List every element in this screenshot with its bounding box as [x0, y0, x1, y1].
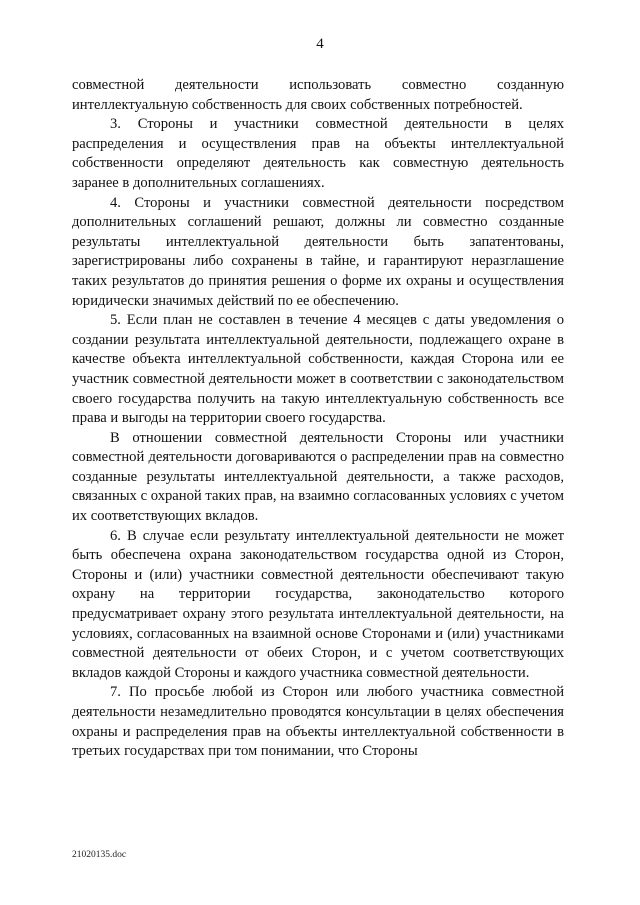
paragraph-3: 3. Стороны и участники совместной деятельности в целях распределения и осуществления прав на объекты интеллектуальной собственности определяют деятельность как совместную деятельность заранее в дополнительных соглашениях. — [72, 116, 564, 191]
paragraph-4: 4. Стороны и участники совместной деятельности посредством дополнительных соглашений решают, должны ли совместно созданные результаты интеллектуальной деятельности быть запатентованы, зарегистрированы либо сохранены в тайне, и гарантируют неразглашение таких результатов до принятия решения о форме их охраны и осуществления юридически значимых действий по ее обеспечению. — [72, 194, 564, 309]
paragraph-5-joint-activity: В отношении совместной деятельности Стороны или участники совместной деятельности договариваются о распределении прав на совместно созданные результаты интеллектуальной деятельности, а также расходов, связанных с охраной таких прав, на взаимно согласованных условиях с учетом их соответствующих вкладов. — [72, 429, 564, 525]
document-body — [72, 76, 564, 762]
paragraph-7: 7. По просьбе любой из Сторон или любого участника совместной деятельности незамедлительно проводятся консультации в целях обеспечения охраны и распределения прав на объекты интеллектуальной собственности в третьих государствах при том понимании, что Стороны — [72, 684, 564, 760]
page-number: 4 — [316, 36, 324, 52]
paragraph-continuation: совместной деятельности использовать совместно созданную интеллектуальную собственность для своих собственных потребностей. — [72, 77, 564, 113]
paragraph-6: 6. В случае если результату интеллектуальной деятельности не может быть обеспечена охрана законодательством государства одной из Сторон, Стороны и (или) участники совместной деятельности обеспечивают такую охрану на территории государства, законодательство которого предусматривает охрану этого результата интеллектуальной деятельности, на условиях, согласованных на взаимной основе Сторонами и (или) участниками совместной деятельности от обеих Сторон, и с учетом соответствующих вкладов каждой Стороны и каждого участника совместной деятельности. — [72, 527, 564, 681]
paragraph-5: 5. Если план не составлен в течение 4 месяцев с даты уведомления о создании результата интеллектуальной деятельности, подлежащего охране в качестве объекта интеллектуальной собственности, каждая Сторона или ее участник совместной деятельности может в соответствии с законодательством своего государства получить на такую интеллектуальную собственность все права и выгоды на территории своего государства. — [72, 312, 564, 427]
footer-filename: 21020135.doc — [72, 850, 127, 860]
